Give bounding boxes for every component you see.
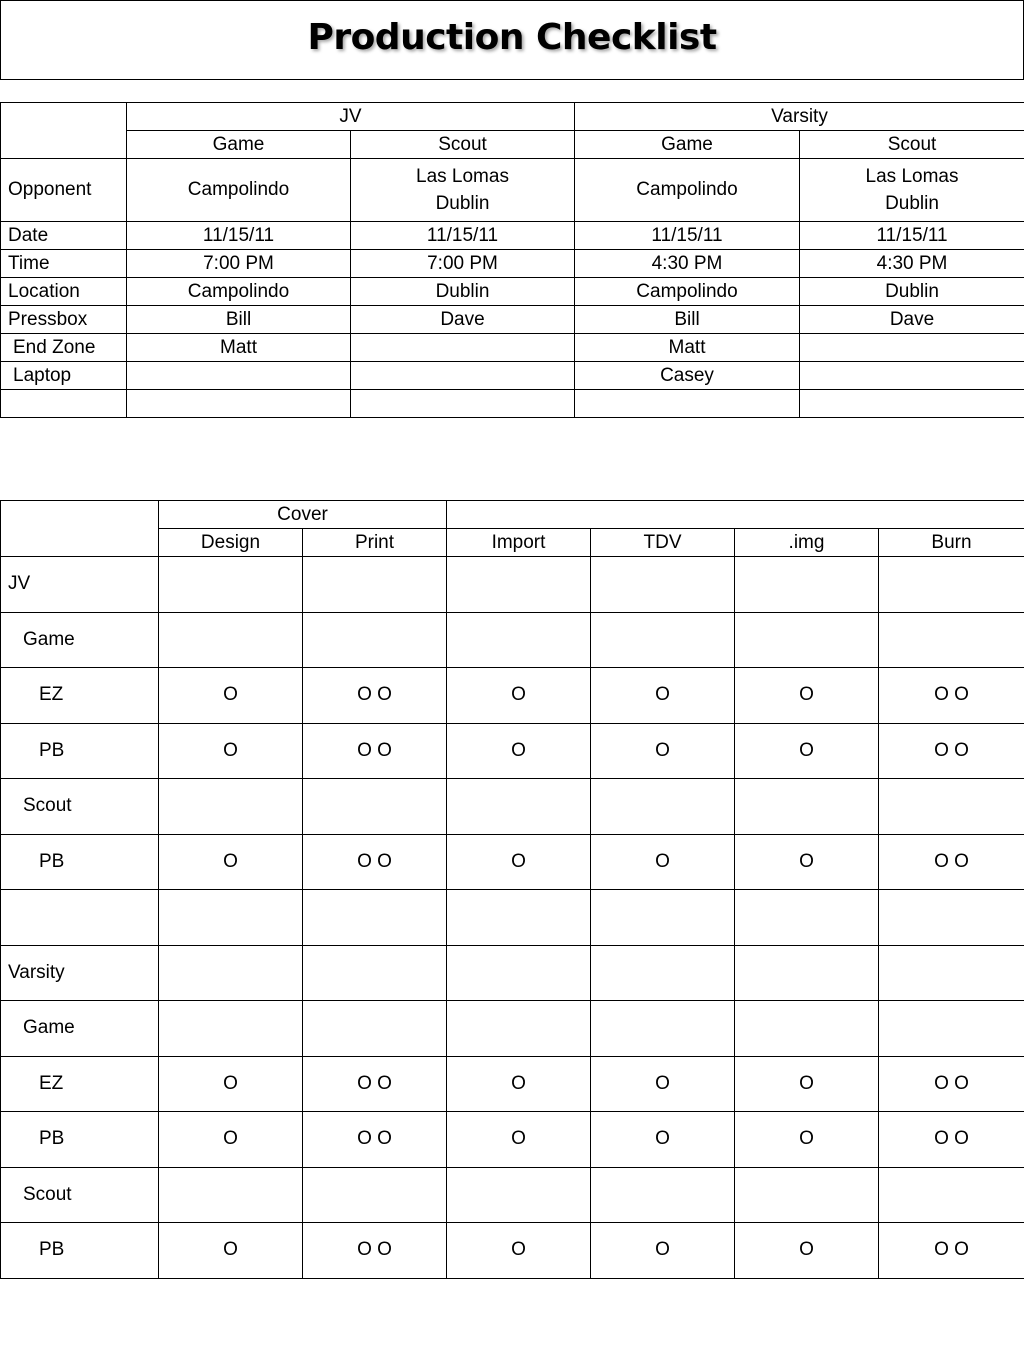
checklist-row-label: Game: [1, 612, 159, 668]
schedule-group-header: JV: [127, 103, 575, 131]
checklist-check-cell: [303, 779, 447, 835]
checklist-check-cell: O O: [303, 1112, 447, 1168]
schedule-cell: Campolindo: [575, 159, 800, 222]
schedule-cell: [800, 334, 1024, 362]
schedule-cell: 11/15/11: [351, 222, 575, 250]
checklist-check-cell: [303, 612, 447, 668]
schedule-sub-header: Game: [575, 131, 800, 159]
schedule-cell-line: Dublin: [435, 193, 490, 214]
checklist-check-cell: [303, 1001, 447, 1057]
checklist-check-cell: O O: [879, 1223, 1024, 1279]
schedule-row-label: Pressbox: [1, 306, 127, 334]
checklist-check-cell: [591, 779, 735, 835]
checklist-check-cell: [303, 557, 447, 613]
checklist-row-label: [1, 890, 159, 946]
checklist-check-cell: O O: [879, 668, 1024, 724]
schedule-cell: [800, 390, 1024, 418]
schedule-row: [1, 250, 1024, 278]
schedule-row: [1, 222, 1024, 250]
checklist-check-cell: O: [447, 1056, 591, 1112]
checklist-row: [1, 945, 1024, 1001]
schedule-row-label: Laptop: [1, 362, 127, 390]
checklist-check-cell: O: [159, 1223, 303, 1279]
checklist-check-cell: [591, 890, 735, 946]
checklist-check-cell: [591, 1167, 735, 1223]
schedule-group-header-row: [1, 103, 1024, 131]
checklist-check-cell: O: [447, 668, 591, 724]
checklist-check-cell: O: [735, 1056, 879, 1112]
schedule-cell: Matt: [127, 334, 351, 362]
checklist-row: [1, 1056, 1024, 1112]
checklist-group-header-row: [1, 501, 1024, 529]
checklist-check-cell: [735, 890, 879, 946]
checklist-check-cell: [159, 945, 303, 1001]
schedule-cell: [351, 362, 575, 390]
checklist-row: [1, 834, 1024, 890]
schedule-cell: Dave: [351, 306, 575, 334]
checklist-check-cell: O O: [303, 1056, 447, 1112]
checklist-group-header-blank: [447, 501, 1024, 529]
schedule-cell: [351, 390, 575, 418]
checklist-check-cell: [879, 945, 1024, 1001]
schedule-cell: Bill: [127, 306, 351, 334]
checklist-check-cell: [735, 945, 879, 1001]
checklist-row: [1, 612, 1024, 668]
checklist-check-cell: O: [591, 1112, 735, 1168]
schedule-row-label: Date: [1, 222, 127, 250]
checklist-check-cell: [303, 945, 447, 1001]
checklist-row-label: Scout: [1, 1167, 159, 1223]
checklist-row: [1, 890, 1024, 946]
checklist-check-cell: O: [447, 1112, 591, 1168]
schedule-cell: Dave: [800, 306, 1024, 334]
checklist-check-cell: [591, 945, 735, 1001]
schedule-group-header: Varsity: [575, 103, 1024, 131]
checklist-check-cell: [879, 890, 1024, 946]
checklist-row: [1, 557, 1024, 613]
schedule-row: [1, 159, 1024, 222]
checklist-row-label: EZ: [1, 668, 159, 724]
checklist-check-cell: O: [735, 668, 879, 724]
schedule-cell: Campolindo: [127, 159, 351, 222]
schedule-cell: [351, 159, 575, 222]
schedule-cell: Dublin: [800, 278, 1024, 306]
checklist-check-cell: [735, 557, 879, 613]
checklist-row: [1, 668, 1024, 724]
checklist-check-cell: O O: [879, 723, 1024, 779]
checklist-check-cell: O: [159, 723, 303, 779]
schedule-table: [0, 102, 1024, 418]
checklist-check-cell: [879, 557, 1024, 613]
schedule-cell: [127, 362, 351, 390]
checklist-row: [1, 779, 1024, 835]
schedule-cell: [127, 390, 351, 418]
checklist-row-label: Scout: [1, 779, 159, 835]
schedule-sub-header: Scout: [351, 131, 575, 159]
checklist-check-cell: O O: [879, 1056, 1024, 1112]
checklist-check-cell: O O: [303, 668, 447, 724]
checklist-row-label: EZ: [1, 1056, 159, 1112]
checklist-row: [1, 1223, 1024, 1279]
schedule-cell-line: Las Lomas: [865, 166, 959, 187]
schedule-row: [1, 334, 1024, 362]
checklist-row: [1, 1001, 1024, 1057]
checklist-check-cell: O: [591, 1223, 735, 1279]
checklist-check-cell: O: [447, 1223, 591, 1279]
checklist-check-cell: O O: [879, 1112, 1024, 1168]
checklist-check-cell: [159, 1001, 303, 1057]
checklist-check-cell: [159, 557, 303, 613]
checklist-column-header: Design: [159, 529, 303, 557]
checklist-row: [1, 723, 1024, 779]
checklist-check-cell: O: [159, 668, 303, 724]
checklist-check-cell: [303, 1167, 447, 1223]
schedule-cell: Campolindo: [127, 278, 351, 306]
checklist-check-cell: O: [591, 1056, 735, 1112]
checklist-check-cell: [591, 612, 735, 668]
schedule-cell: Bill: [575, 306, 800, 334]
page-title: Production Checklist: [307, 16, 717, 58]
checklist-check-cell: [879, 1167, 1024, 1223]
schedule-cell-line: Las Lomas: [416, 166, 509, 187]
schedule-cell: Matt: [575, 334, 800, 362]
checklist-check-cell: [879, 779, 1024, 835]
schedule-sub-header: Game: [127, 131, 351, 159]
schedule-cell: 7:00 PM: [127, 250, 351, 278]
checklist-check-cell: [159, 779, 303, 835]
schedule-cell: 11/15/11: [127, 222, 351, 250]
checklist-check-cell: O O: [879, 834, 1024, 890]
checklist-check-cell: [735, 779, 879, 835]
checklist-check-cell: [447, 612, 591, 668]
schedule-cell: 7:00 PM: [351, 250, 575, 278]
checklist-check-cell: O O: [303, 723, 447, 779]
checklist-check-cell: [879, 1001, 1024, 1057]
checklist-check-cell: [303, 890, 447, 946]
schedule-sub-header-row: [1, 131, 1024, 159]
checklist-check-cell: O: [159, 1056, 303, 1112]
checklist-check-cell: O: [591, 723, 735, 779]
checklist-check-cell: O: [591, 668, 735, 724]
checklist-check-cell: [735, 1001, 879, 1057]
schedule-cell: [800, 159, 1024, 222]
checklist-row: [1, 1167, 1024, 1223]
schedule-cell: [800, 362, 1024, 390]
checklist-check-cell: [735, 612, 879, 668]
checklist-row-label: PB: [1, 1223, 159, 1279]
schedule-cell: 4:30 PM: [800, 250, 1024, 278]
schedule-cell-line: Dublin: [885, 193, 939, 214]
schedule-row-label: [1, 390, 127, 418]
checklist-row-label: PB: [1, 1112, 159, 1168]
checklist-check-cell: [447, 557, 591, 613]
schedule-cell: 11/15/11: [575, 222, 800, 250]
checklist-row-label: PB: [1, 834, 159, 890]
schedule-cell: 4:30 PM: [575, 250, 800, 278]
checklist-group-header-cover: Cover: [159, 501, 447, 529]
checklist-check-cell: [591, 1001, 735, 1057]
checklist-check-cell: O: [591, 834, 735, 890]
checklist-check-cell: [447, 1167, 591, 1223]
schedule-row-label: Time: [1, 250, 127, 278]
schedule-row: [1, 362, 1024, 390]
checklist-table: [0, 500, 1024, 1279]
checklist-check-cell: O: [735, 834, 879, 890]
checklist-column-header: TDV: [591, 529, 735, 557]
checklist-check-cell: O: [159, 834, 303, 890]
schedule-cell: 11/15/11: [800, 222, 1024, 250]
schedule-row: [1, 306, 1024, 334]
checklist-check-cell: O: [735, 1112, 879, 1168]
schedule-row: [1, 390, 1024, 418]
schedule-cell: Dublin: [351, 278, 575, 306]
checklist-check-cell: O: [447, 723, 591, 779]
checklist-row-label: Game: [1, 1001, 159, 1057]
checklist-check-cell: [735, 1167, 879, 1223]
checklist-column-header: Burn: [879, 529, 1024, 557]
checklist-row-label: Varsity: [1, 945, 159, 1001]
checklist-check-cell: O: [447, 834, 591, 890]
schedule-cell: [575, 390, 800, 418]
schedule-cell: Casey: [575, 362, 800, 390]
checklist-check-cell: [447, 890, 591, 946]
schedule-row-label: End Zone: [1, 334, 127, 362]
checklist-check-cell: [591, 557, 735, 613]
checklist-row: [1, 1112, 1024, 1168]
checklist-corner-cell: [1, 501, 159, 557]
checklist-check-cell: [159, 612, 303, 668]
checklist-check-cell: O: [735, 723, 879, 779]
schedule-row-label: Opponent: [1, 159, 127, 222]
checklist-check-cell: O O: [303, 834, 447, 890]
checklist-check-cell: [159, 1167, 303, 1223]
checklist-check-cell: [879, 612, 1024, 668]
schedule-corner-cell: [1, 103, 127, 159]
checklist-check-cell: O: [159, 1112, 303, 1168]
checklist-column-header: Print: [303, 529, 447, 557]
schedule-row: [1, 278, 1024, 306]
checklist-row-label: JV: [1, 557, 159, 613]
schedule-sub-header: Scout: [800, 131, 1024, 159]
schedule-row-label: Location: [1, 278, 127, 306]
schedule-cell: Campolindo: [575, 278, 800, 306]
checklist-check-cell: [447, 945, 591, 1001]
checklist-check-cell: [159, 890, 303, 946]
checklist-check-cell: O: [735, 1223, 879, 1279]
checklist-column-header: Import: [447, 529, 591, 557]
checklist-row-label: PB: [1, 723, 159, 779]
schedule-cell: [351, 334, 575, 362]
checklist-column-header: .img: [735, 529, 879, 557]
checklist-check-cell: [447, 1001, 591, 1057]
checklist-check-cell: O O: [303, 1223, 447, 1279]
checklist-check-cell: [447, 779, 591, 835]
title-box: [0, 0, 1024, 80]
